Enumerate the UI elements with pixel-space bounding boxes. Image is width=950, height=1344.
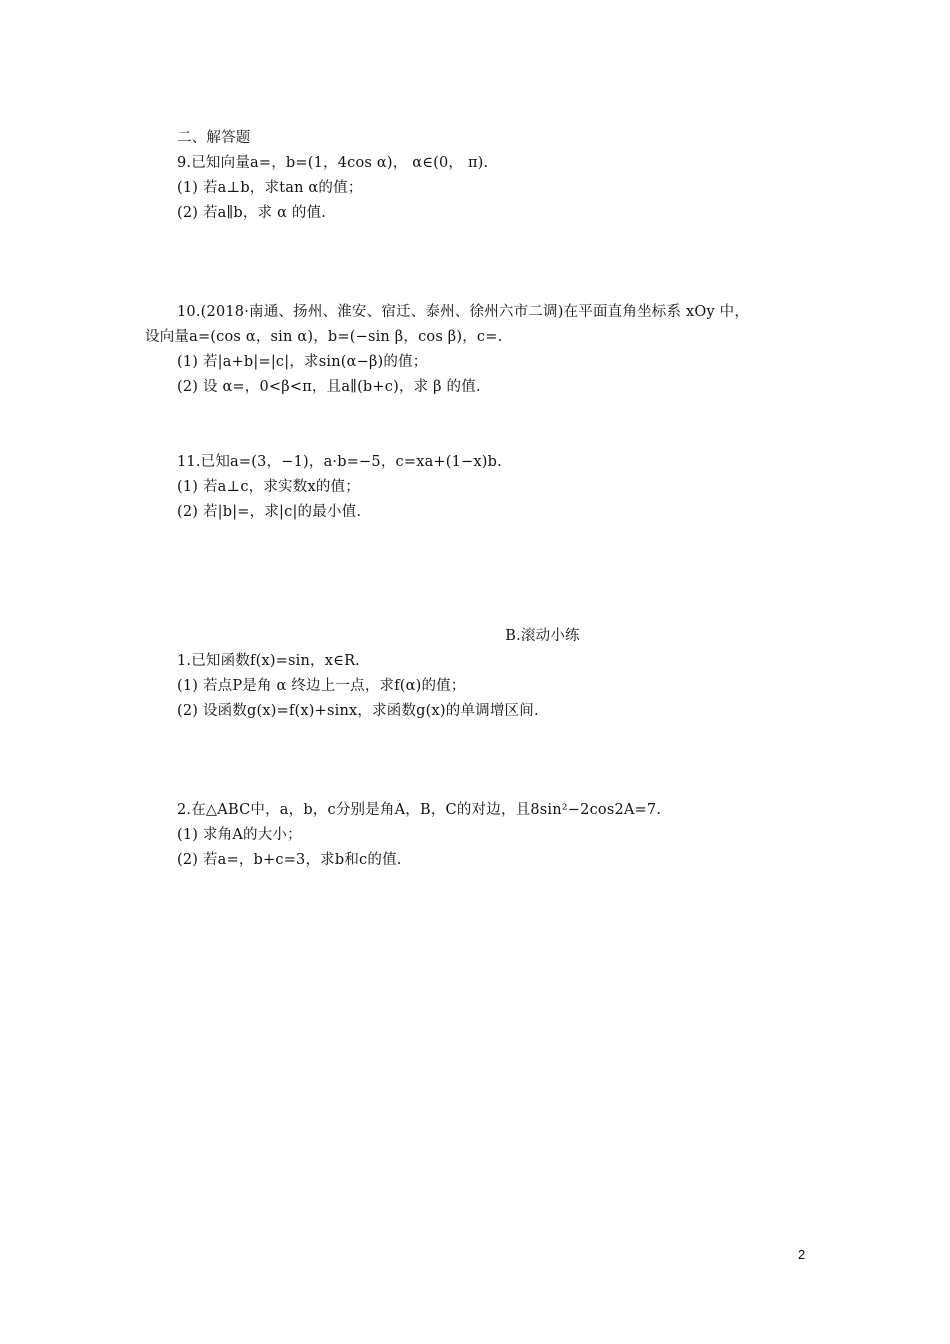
b-question-1-part-1: (1) 若点P是角 α 终边上一点，求f(α)的值；	[177, 678, 466, 694]
question-10-part-1: (1) 若|a+b|=|c|，求sin(α−β)的值；	[177, 354, 428, 370]
question-10-stem-line-2: 设向量a=(cos α，sin α)，b=(−sin β，cos β)，c=.	[145, 329, 503, 345]
b-question-1-part-2: (2) 设函数g(x)=f(x)+sinx，求函数g(x)的单调增区间.	[177, 703, 539, 719]
section-b-title: B.滚动小练	[505, 628, 580, 644]
b-question-2-stem: 2.在△ABC中，a，b，c分别是角A，B，C的对边，且8sin²−2cos2A=7.	[177, 802, 662, 818]
question-11-part-2: (2) 若|b|=，求|c|的最小值.	[177, 504, 362, 520]
question-11-stem: 11.已知a=(3，−1)，a·b=−5，c=xa+(1−x)b.	[177, 454, 502, 470]
page-number: 2	[798, 1247, 806, 1262]
b-question-1-stem: 1.已知函数f(x)=sin，x∈R.	[177, 653, 360, 669]
question-9-stem: 9.已知向量a=，b=(1，4cos α)， α∈(0， π).	[177, 155, 489, 171]
b-question-2-part-1: (1) 求角A的大小；	[177, 827, 302, 843]
question-9-part-1: (1) 若a⊥b，求tan α的值；	[177, 180, 363, 196]
question-11-part-1: (1) 若a⊥c，求实数x的值；	[177, 479, 360, 495]
question-10-part-2: (2) 设 α=，0<β<π，且a∥(b+c)，求 β 的值.	[177, 379, 481, 395]
section-title: 二、解答题	[177, 130, 251, 146]
question-10-stem-line-1: 10.(2018·南通、扬州、淮安、宿迁、泰州、徐州六市二调)在平面直角坐标系 xOy 中，	[177, 304, 750, 320]
question-9-part-2: (2) 若a∥b，求 α 的值.	[177, 205, 327, 221]
b-question-2-part-2: (2) 若a=，b+c=3，求b和c的值.	[177, 852, 402, 868]
